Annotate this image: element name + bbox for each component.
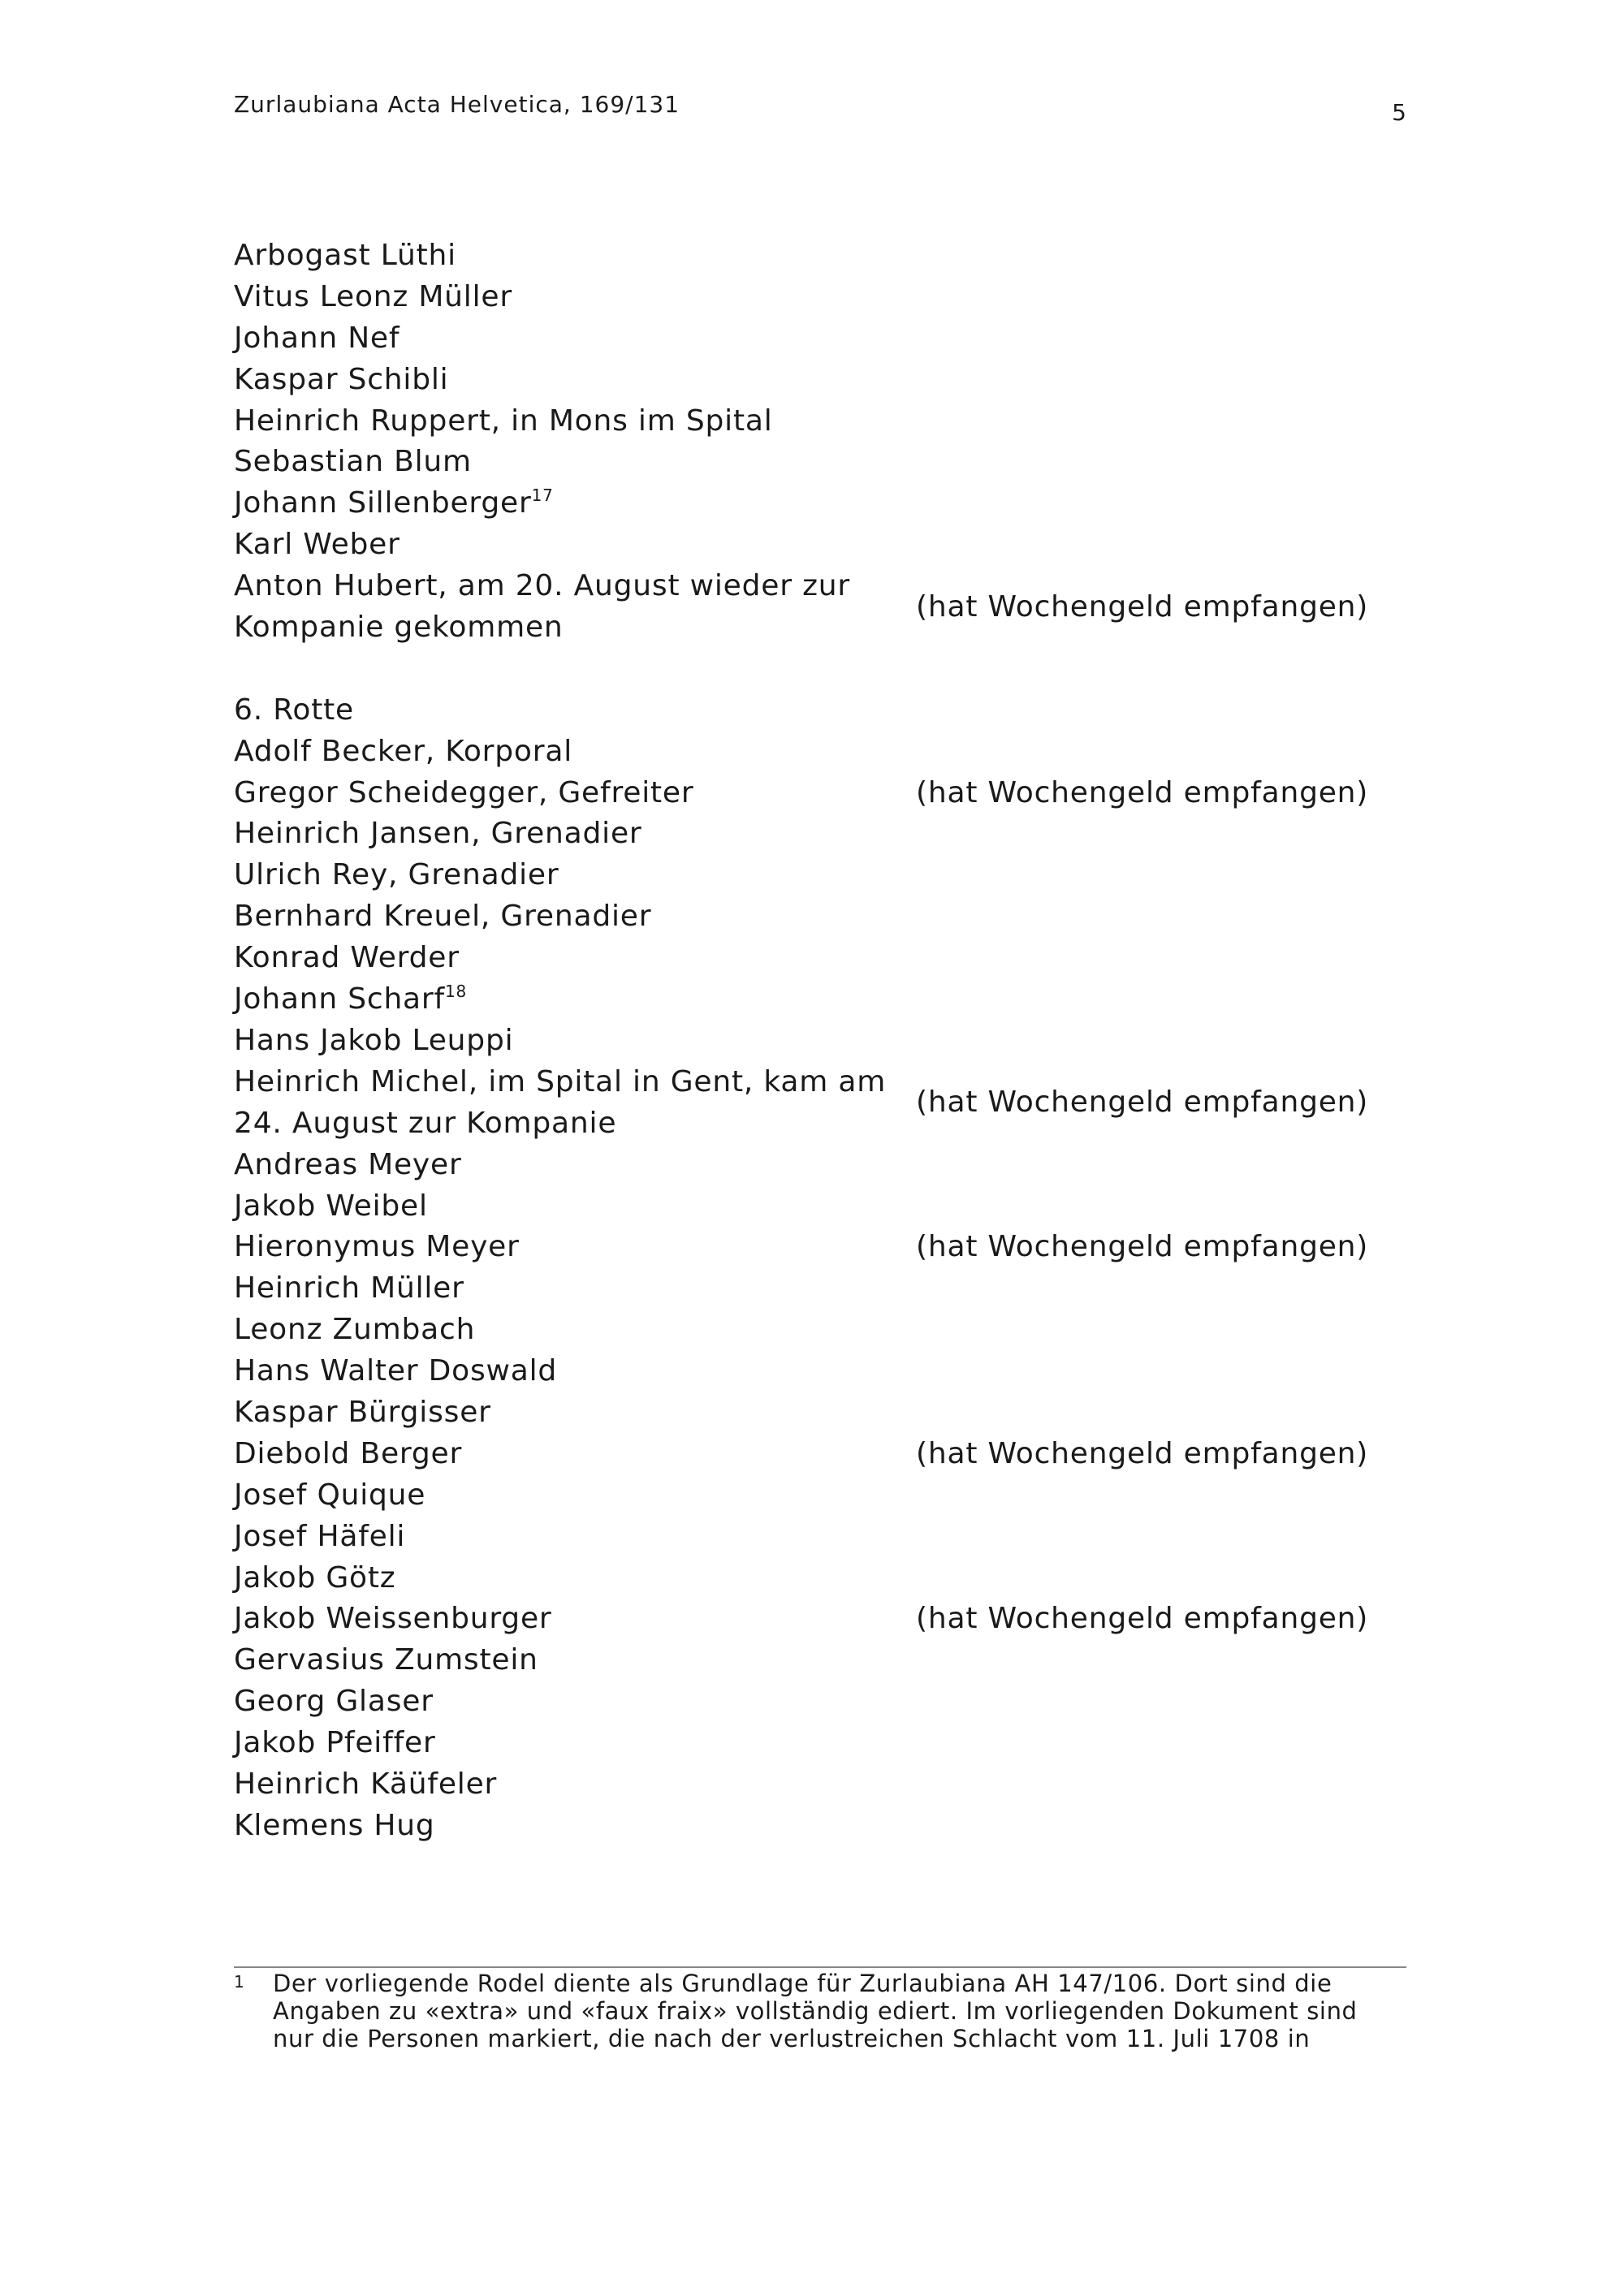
list-item xyxy=(234,235,1406,277)
running-title: Zurlaubiana Acta Helvetica, 169/131 xyxy=(234,91,680,118)
list-item xyxy=(234,401,1406,442)
list-item xyxy=(234,277,1406,318)
person-name: Georg Glaser xyxy=(234,1685,434,1719)
person-name: Johann Sillenberger xyxy=(234,486,532,520)
footnote-line: Angaben zu «extra» und «faux fraix» vollständig ediert. Im vorliegenden Dokument sind xyxy=(273,1997,1358,2025)
payment-note: (hat Wochengeld empfangen) xyxy=(916,775,1369,809)
list-item xyxy=(234,1062,1406,1145)
rotte-heading: 6. Rotte xyxy=(234,693,354,727)
person-name: Gregor Scheidegger, Gefreiter xyxy=(234,775,694,809)
list-item xyxy=(234,732,1406,773)
footnote-line: Der vorliegende Rodel diente als Grundlage für Zurlaubiana AH 147/106. Dort sind die xyxy=(273,1970,1332,1997)
person-name: Heinrich Ruppert, in Mons im Spital xyxy=(234,404,773,438)
list-item xyxy=(234,1517,1406,1558)
person-name: Josef Quique xyxy=(234,1478,426,1512)
list-item xyxy=(234,1145,1406,1186)
list-item xyxy=(234,524,1406,566)
payment-note: (hat Wochengeld empfangen) xyxy=(916,589,1369,624)
list-item xyxy=(234,1021,1406,1062)
list-item xyxy=(234,1599,1406,1640)
section-spacer xyxy=(234,649,1406,690)
person-name: Andreas Meyer xyxy=(234,1147,462,1181)
footnote-reference[interactable]: 18 xyxy=(445,982,468,1002)
footnote-line: nur die Personen markiert, die nach der verlustreichen Schlacht vom 11. Juli 1708 in xyxy=(273,2025,1311,2052)
person-name-line: Heinrich Michel, im Spital in Gent, kam am xyxy=(234,1064,887,1098)
list-item xyxy=(234,979,1406,1021)
list-item xyxy=(234,1186,1406,1228)
list-item xyxy=(234,1392,1406,1434)
person-name: Kaspar Bürgisser xyxy=(234,1395,491,1429)
person-name: Johann Scharf xyxy=(234,982,445,1016)
person-name: Ulrich Rey, Grenadier xyxy=(234,858,559,892)
list-item xyxy=(234,483,1406,524)
section-heading xyxy=(234,690,1406,732)
person-name: Hieronymus Meyer xyxy=(234,1230,520,1264)
footnote-text xyxy=(273,1970,1406,2052)
list-item xyxy=(234,1268,1406,1310)
list-item xyxy=(234,1310,1406,1351)
list-item xyxy=(234,1806,1406,1847)
person-name: Arbogast Lüthi xyxy=(234,239,456,272)
person-name: Klemens Hug xyxy=(234,1808,435,1842)
person-name: Jakob Weissenburger xyxy=(234,1602,552,1636)
person-name: Jakob Weibel xyxy=(234,1189,428,1223)
person-name: Jakob Götz xyxy=(234,1560,396,1595)
roster-list xyxy=(234,235,1406,1847)
list-item xyxy=(234,1764,1406,1806)
list-item xyxy=(234,896,1406,938)
list-item xyxy=(234,938,1406,979)
page-header xyxy=(234,91,1406,132)
list-item xyxy=(234,1475,1406,1517)
payment-note: (hat Wochengeld empfangen) xyxy=(916,1436,1369,1470)
person-name: Karl Weber xyxy=(234,528,400,562)
person-name: Diebold Berger xyxy=(234,1436,463,1470)
person-name xyxy=(234,566,883,649)
list-item xyxy=(234,1640,1406,1681)
person-name: Johann Nef xyxy=(234,321,400,355)
person-name: Kaspar Schibli xyxy=(234,362,449,396)
list-item xyxy=(234,1351,1406,1392)
person-name-line: 24. August zur Kompanie xyxy=(234,1106,617,1140)
list-item xyxy=(234,318,1406,360)
person-name-with-footnote xyxy=(234,979,883,1021)
payment-note: (hat Wochengeld empfangen) xyxy=(916,1230,1369,1264)
list-item xyxy=(234,1558,1406,1599)
footnote xyxy=(234,1970,1406,2052)
list-item xyxy=(234,1434,1406,1475)
person-name: Vitus Leonz Müller xyxy=(234,279,512,313)
person-name: Heinrich Müller xyxy=(234,1271,464,1306)
person-name: Heinrich Jansen, Grenadier xyxy=(234,817,642,851)
person-name xyxy=(234,1062,887,1145)
person-name: Josef Häfeli xyxy=(234,1519,406,1553)
list-item xyxy=(234,566,1406,649)
person-name: Sebastian Blum xyxy=(234,445,472,479)
list-item xyxy=(234,1681,1406,1723)
person-name: Hans Walter Doswald xyxy=(234,1354,558,1388)
footnote-divider xyxy=(234,1966,1406,1968)
page-number: 5 xyxy=(1392,99,1406,126)
person-name: Konrad Werder xyxy=(234,941,460,975)
list-item xyxy=(234,814,1406,855)
person-name: Adolf Becker, Korporal xyxy=(234,734,573,768)
list-item xyxy=(234,1723,1406,1764)
person-name: Gervasius Zumstein xyxy=(234,1643,538,1677)
person-name: Bernhard Kreuel, Grenadier xyxy=(234,900,652,934)
person-name-with-footnote xyxy=(234,483,883,524)
list-item xyxy=(234,360,1406,401)
person-name: Jakob Pfeiffer xyxy=(234,1726,436,1760)
list-item xyxy=(234,442,1406,483)
list-item xyxy=(234,855,1406,896)
person-name: Heinrich Käüfeler xyxy=(234,1767,498,1801)
list-item xyxy=(234,1227,1406,1268)
payment-note: (hat Wochengeld empfangen) xyxy=(916,1085,1369,1120)
list-item xyxy=(234,773,1406,814)
footnote-marker: 1 xyxy=(234,1972,245,1992)
person-name-line: Anton Hubert, am 20. August wieder zur xyxy=(234,569,850,603)
payment-note: (hat Wochengeld empfangen) xyxy=(916,1602,1369,1636)
person-name-line: Kompanie gekommen xyxy=(234,611,564,645)
footnote-reference[interactable]: 17 xyxy=(531,486,554,506)
person-name: Leonz Zumbach xyxy=(234,1313,476,1347)
person-name: Hans Jakob Leuppi xyxy=(234,1023,514,1057)
